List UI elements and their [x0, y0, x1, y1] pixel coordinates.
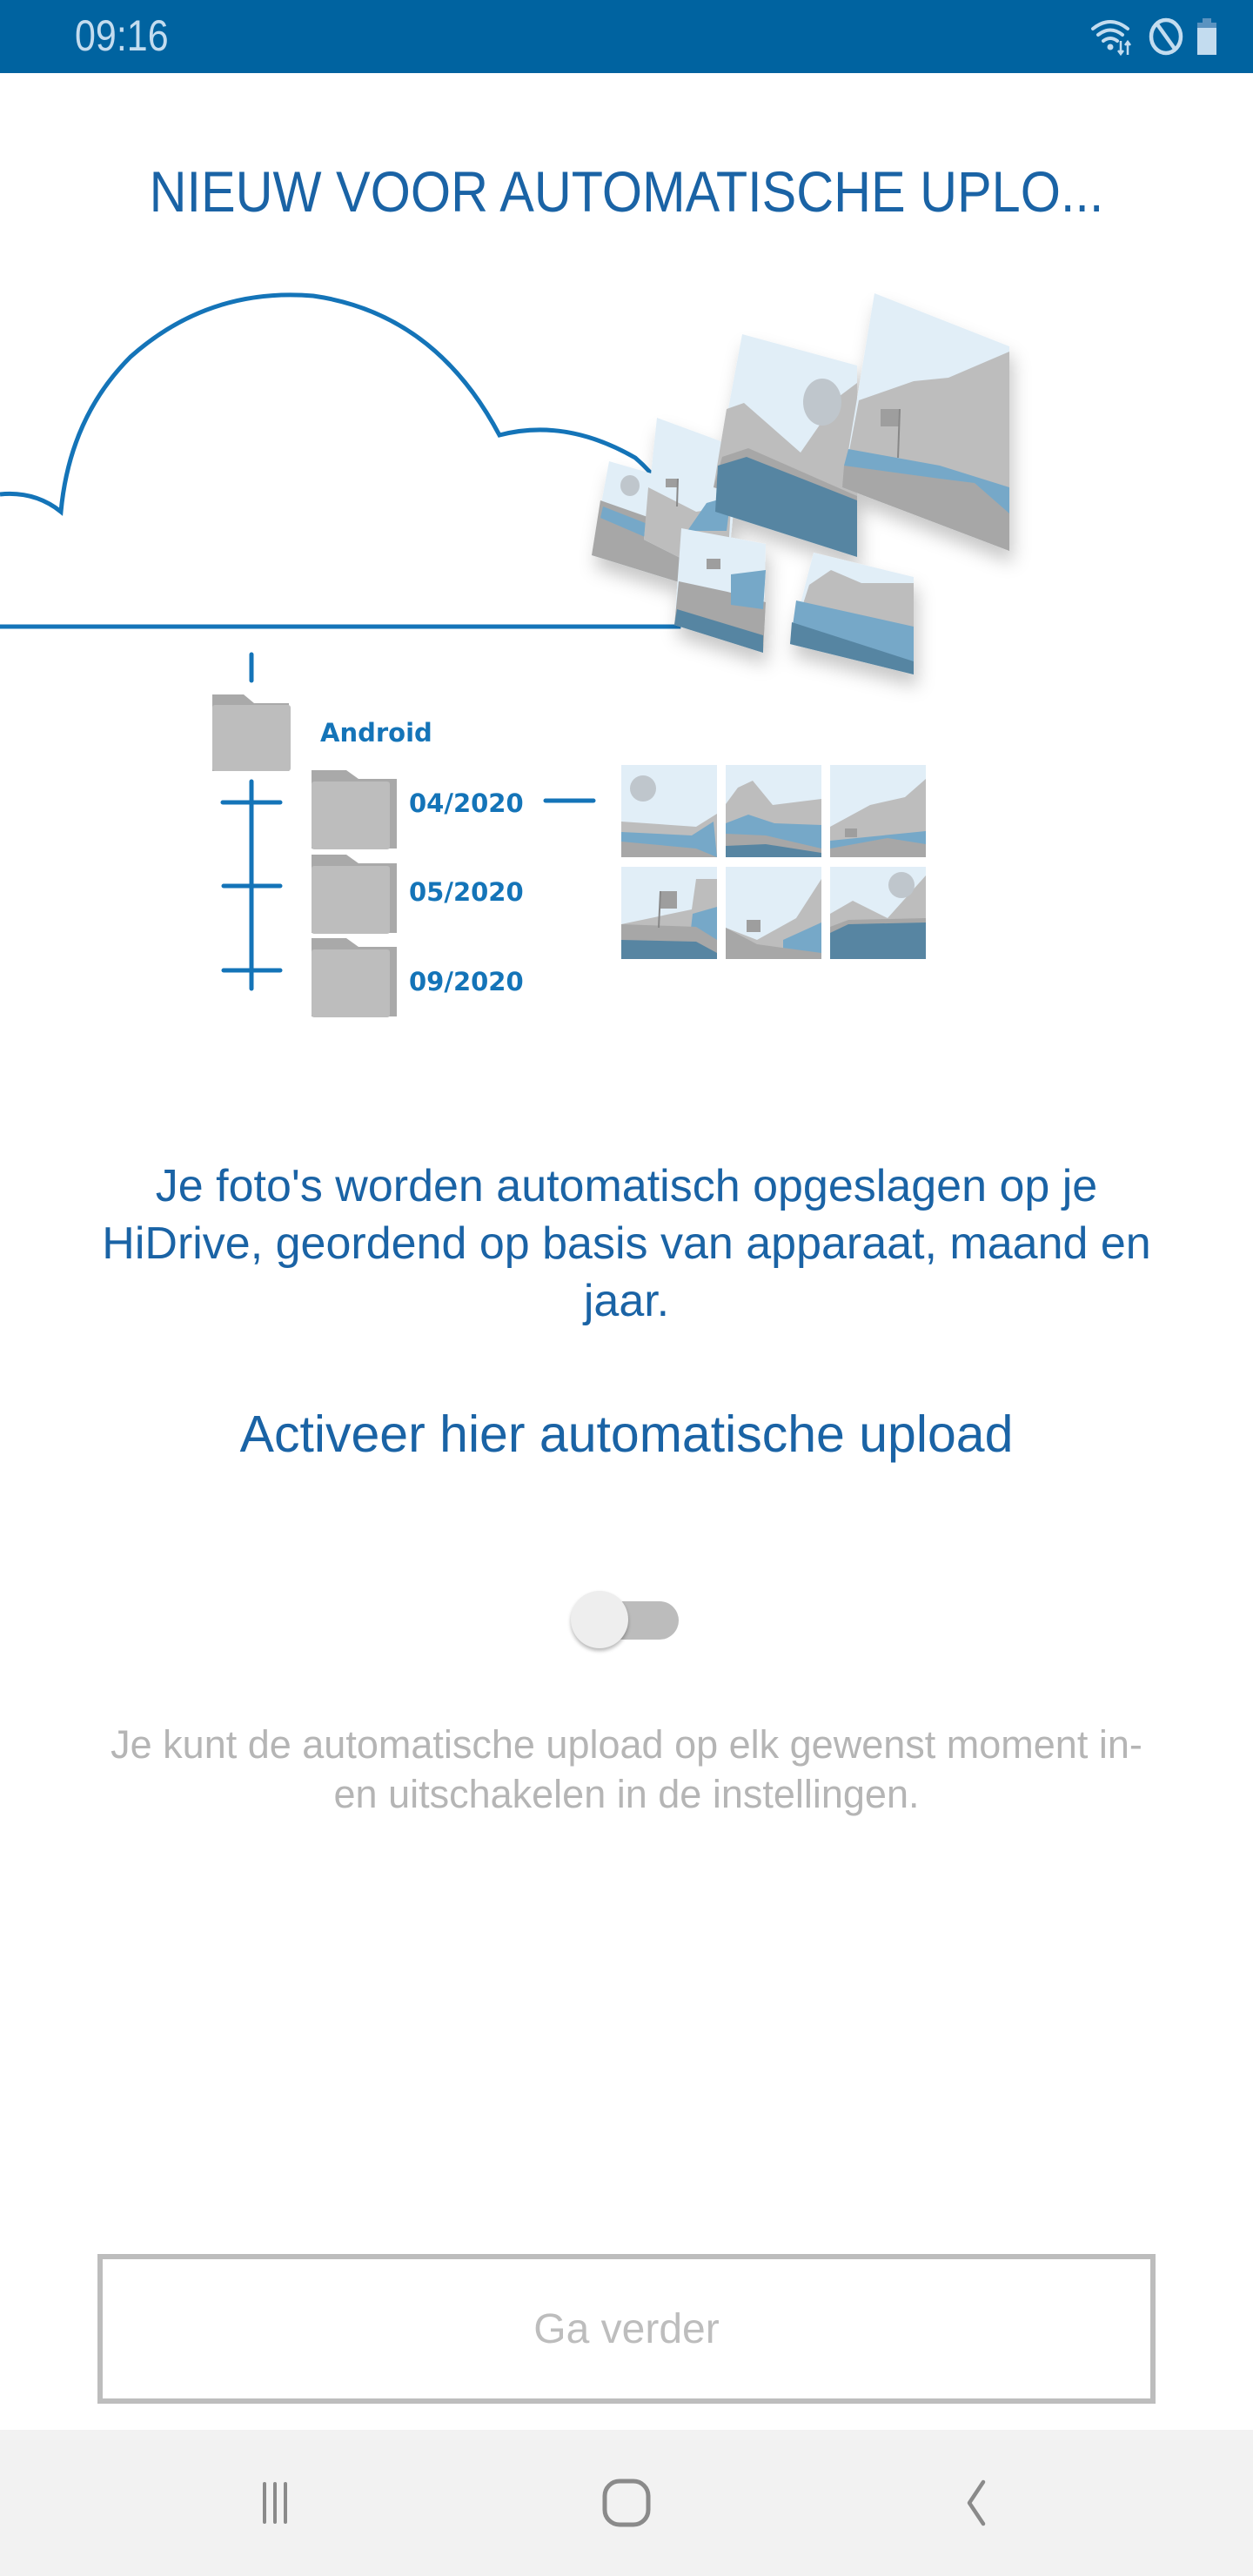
toggle-thumb: [571, 1591, 628, 1648]
battery-icon: [1196, 17, 1218, 57]
folder-icon: [312, 938, 397, 1017]
status-time: 09:16: [75, 11, 169, 60]
back-icon: [950, 2477, 1002, 2529]
cloud-photos-illustration: [0, 278, 1253, 1114]
back-button[interactable]: [924, 2468, 1029, 2538]
folder-label: 04/2020: [409, 788, 524, 818]
folder-icon: [312, 855, 397, 934]
folder-label: 09/2020: [409, 967, 524, 996]
status-icons: [1089, 14, 1218, 59]
status-bar: [0, 0, 1253, 73]
page-title: NIEUW VOOR AUTOMATISCHE UPLO...: [149, 159, 1104, 224]
system-nav-bar: [0, 2430, 1253, 2576]
recents-button[interactable]: [223, 2468, 327, 2538]
home-button[interactable]: [574, 2468, 679, 2538]
home-icon: [600, 2477, 653, 2529]
do-not-disturb-icon: [1147, 17, 1185, 57]
description-text: Je foto's worden automatisch opgeslagen op je HiDrive, geordend op basis van apparaat, maand en jaar.: [102, 1161, 1151, 1326]
wifi-data-icon: [1089, 17, 1136, 57]
cloud-icon: [0, 295, 687, 627]
recents-icon: [249, 2479, 301, 2527]
photo-stack-icon: [592, 293, 1009, 674]
auto-upload-illustration: [0, 278, 1253, 1114]
activate-heading: Activeer hier automatische upload: [239, 1405, 1014, 1463]
folder-icon: [312, 770, 397, 849]
folder-icon: [212, 694, 291, 771]
thumbnail-grid-icon: [621, 765, 926, 959]
folder-label: 05/2020: [409, 877, 524, 907]
root-folder-label: Android: [320, 718, 432, 748]
settings-hint-text: Je kunt de automatische upload op elk gewenst moment in- en uitschakelen in de instellingen.: [111, 1722, 1142, 1816]
auto-upload-toggle[interactable]: [567, 1586, 684, 1652]
continue-button[interactable]: Ga verder: [97, 2254, 1156, 2404]
